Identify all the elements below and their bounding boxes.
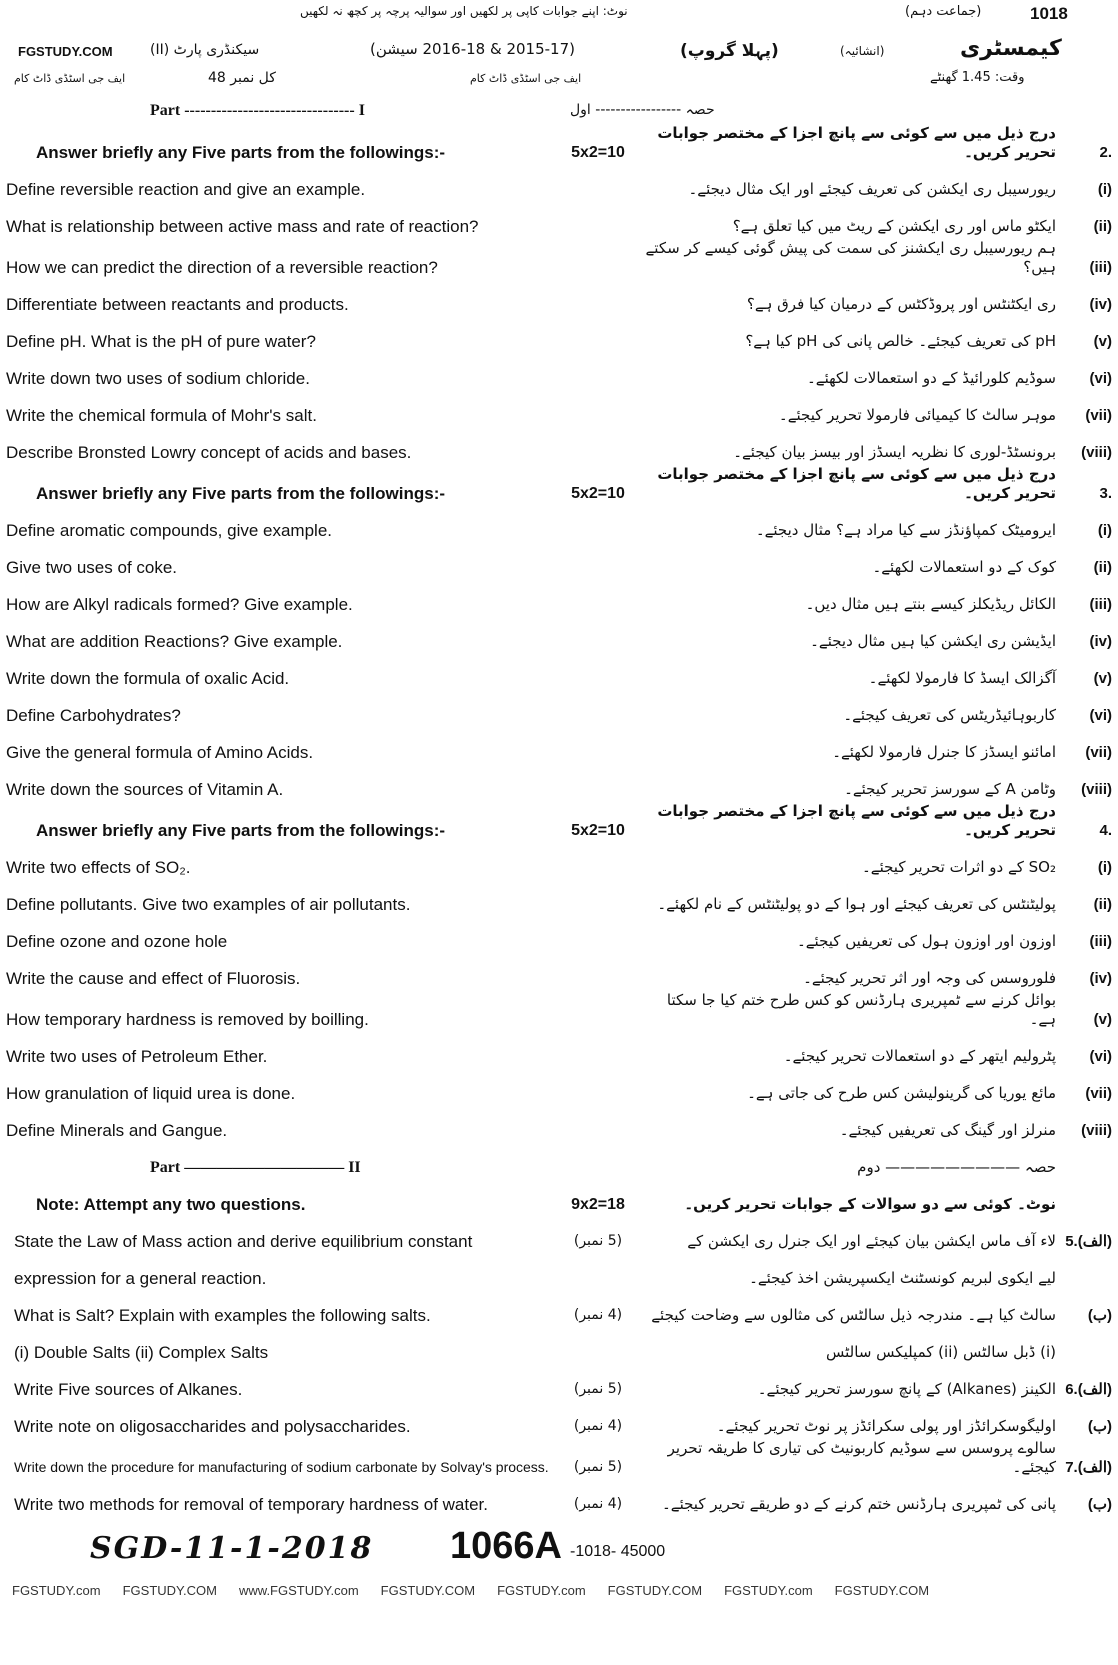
question-item-number: (v) — [1093, 333, 1112, 350]
long-question-row-urdu: اولیگوسکرائڈز اور پولی سکرائڈز پر نوٹ تحریر کیجئے۔ — [716, 1417, 1056, 1435]
question-item — [0, 880, 1118, 917]
questions — [0, 124, 1118, 1517]
question-item-urdu: سوڈیم کلورائیڈ کے دو استعمالات لکھئے۔ — [807, 369, 1056, 387]
long-question-row-marks: (4 نمبر) — [573, 1418, 623, 1434]
long-question-row-text: expression for a general reaction. — [14, 1269, 267, 1288]
question-item-number: (i) — [1097, 859, 1112, 876]
question-heading-urdu: درج ذیل میں سے کوئی سے پانچ اجزا کے مختصر جوابات تحریر کریں۔ — [657, 465, 1056, 502]
question-item-number: (i) — [1097, 181, 1112, 198]
question-item-number: (ii) — [1093, 559, 1112, 576]
question-item-urdu: ہم ریورسیبل ری ایکشنز کی سمت کی پیش گوئی کیسے کر سکتے ہیں؟ — [645, 239, 1056, 276]
question-item-urdu: ایرومیٹک کمپاؤنڈز سے کیا مراد ہے؟ مثال دیجئے۔ — [755, 521, 1056, 539]
question-item-urdu: کوک کے دو استعمالات لکھئے۔ — [872, 558, 1056, 576]
question-item-number: (vi) — [1089, 707, 1112, 724]
watermark: FGSTUDY.COM — [380, 1583, 476, 1598]
question-heading-marks: 5x2=10 — [571, 822, 625, 839]
question-heading — [0, 124, 1118, 165]
long-question-row-marks: (5 نمبر) — [573, 1459, 623, 1475]
watermark-strip — [0, 1579, 1118, 1608]
long-question-row-text: Write down the procedure for manufacturing of sodium carbonate by Solvay's process. — [14, 1459, 549, 1475]
group: (پہلا گروپ) — [680, 41, 779, 61]
handwritten-date: SGD-11-1-2018 — [90, 1531, 374, 1566]
long-question-row-number: 5.(الف) — [1065, 1233, 1112, 1250]
watermark: www.FGSTUDY.com — [239, 1583, 359, 1598]
long-question-row-urdu: پانی کی ٹمپریری ہارڈنس ختم کرنے کے دو طریقے تحریر کیجئے۔ — [662, 1495, 1056, 1513]
question-item-urdu: SO₂ کے دو اثرات تحریر کیجئے۔ — [862, 858, 1056, 876]
watermark: FGSTUDY.com — [497, 1583, 586, 1598]
long-question-row-text: What is Salt? Explain with examples the following salts. — [14, 1306, 431, 1325]
question-item — [0, 543, 1118, 580]
question-heading-text: Answer briefly any Five parts from the followings:- — [36, 821, 446, 840]
question-heading-urdu: درج ذیل میں سے کوئی سے پانچ اجزا کے مختصر جوابات تحریر کریں۔ — [657, 802, 1056, 839]
long-question-row — [0, 1217, 1118, 1254]
question-item-number: (vi) — [1089, 1048, 1112, 1065]
long-question-row — [0, 1439, 1118, 1480]
question-item — [0, 617, 1118, 654]
question-item-text: How are Alkyl radicals formed? Give example. — [6, 595, 353, 614]
question-item-text: Write down the formula of oxalic Acid. — [6, 669, 290, 688]
question-heading-marks: 5x2=10 — [571, 144, 625, 161]
question-item — [0, 428, 1118, 465]
question-item-text: Give the general formula of Amino Acids. — [6, 743, 314, 762]
question-item — [0, 354, 1118, 391]
footer-code-suffix: -1018- 45000 — [570, 1543, 666, 1560]
question-item-text: Write two effects of SO₂. — [6, 858, 191, 877]
question-heading-number: 3. — [1099, 485, 1112, 502]
question-item-urdu: ری ایکٹنٹس اور پروڈکٹس کے درمیان کیا فرق ہے؟ — [746, 295, 1056, 313]
question-item-number: (ii) — [1093, 896, 1112, 913]
question-item-number: (iv) — [1089, 296, 1112, 313]
part-two-label-urdu: حصہ ————————— دوم — [857, 1158, 1056, 1176]
question-item-number: (iii) — [1089, 933, 1112, 950]
long-question-row — [0, 1365, 1118, 1402]
watermark: FGSTUDY.com — [724, 1583, 813, 1598]
question-item-number: (iii) — [1089, 259, 1112, 276]
site-label: FGSTUDY.COM — [18, 44, 113, 59]
question-item-number: (iii) — [1089, 596, 1112, 613]
total-marks: کل نمبر 48 — [208, 70, 276, 86]
question-item — [0, 280, 1118, 317]
question-item — [0, 317, 1118, 354]
question-item — [0, 239, 1118, 280]
header-instruction: نوٹ: اپنے جوابات کاپی پر لکھیں اور سوالیہ پرچہ پر کچھ نہ لکھیں — [300, 4, 628, 18]
question-item-number: (viii) — [1081, 781, 1112, 798]
question-item — [0, 765, 1118, 802]
footer — [0, 1523, 1118, 1579]
question-item-text: What is relationship between active mass and rate of reaction? — [6, 217, 479, 236]
question-heading-text: Answer briefly any Five parts from the followings:- — [36, 143, 446, 162]
part-one-label-urdu: حصہ ----------------- اول — [570, 102, 715, 118]
question-item-text: Define ozone and ozone hole — [6, 932, 228, 951]
long-question-row — [0, 1480, 1118, 1517]
question-item-text: Differentiate between reactants and products. — [6, 295, 349, 314]
long-question-row — [0, 1328, 1118, 1365]
question-item-number: (v) — [1093, 1011, 1112, 1028]
subject: کیمسٹری — [960, 36, 1062, 61]
long-question-row-text: (i) Double Salts (ii) Complex Salts — [14, 1343, 269, 1362]
question-item — [0, 654, 1118, 691]
question-heading-marks: 5x2=10 — [571, 485, 625, 502]
long-question-row-number: (ب) — [1087, 1307, 1112, 1324]
question-item-urdu: پٹرولیم ایتھر کے دو استعمالات تحریر کیجئے۔ — [783, 1047, 1056, 1065]
question-item — [0, 843, 1118, 880]
time-allowed: وقت: 1.45 گھنٹے — [930, 70, 1025, 85]
question-item-text: Define aromatic compounds, give example. — [6, 521, 332, 540]
question-item-number: (viii) — [1081, 444, 1112, 461]
question-item-number: (vi) — [1089, 370, 1112, 387]
question-item-text: Define pH. What is the pH of pure water? — [6, 332, 316, 351]
long-question-row-urdu: الکینز (Alkanes) کے پانچ سورسز تحریر کیجئے۔ — [757, 1380, 1056, 1398]
question-item-text: Define pollutants. Give two examples of air pollutants. — [6, 895, 411, 914]
question-item — [0, 506, 1118, 543]
question-item-number: (iv) — [1089, 970, 1112, 987]
note-row-urdu: نوٹ۔ کوئی سے دو سوالات کے جوابات تحریر کریں۔ — [684, 1195, 1056, 1213]
watermark: FGSTUDY.COM — [122, 1583, 217, 1598]
paper-header — [0, 0, 1118, 124]
question-item-text: Give two uses of coke. — [6, 558, 178, 577]
question-item-urdu: فلوروسس کی وجہ اور اثر تحریر کیجئے۔ — [803, 969, 1056, 987]
question-item-number: (ii) — [1093, 218, 1112, 235]
part-two-label — [0, 1143, 1118, 1180]
question-item-text: How we can predict the direction of a reversible reaction? — [6, 258, 438, 277]
note-row-text: Note: Attempt any two questions. — [36, 1195, 306, 1214]
question-item-text: What are addition Reactions? Give example. — [6, 632, 343, 651]
question-item-text: Write the cause and effect of Fluorosis. — [6, 969, 301, 988]
question-item-number: (v) — [1093, 670, 1112, 687]
watermark: FGSTUDY.com — [12, 1583, 101, 1598]
question-item-text: Write the chemical formula of Mohr's salt. — [6, 406, 317, 425]
question-item — [0, 202, 1118, 239]
question-item-urdu: وٹامن A کے سورسز تحریر کیجئے۔ — [844, 780, 1056, 798]
long-question-row — [0, 1402, 1118, 1439]
question-item — [0, 1069, 1118, 1106]
long-question-row-text: Write two methods for removal of temporary hardness of water. — [14, 1495, 488, 1514]
question-item-urdu: اوزون اور اوزون ہول کی تعریفیں کیجئے۔ — [796, 932, 1056, 950]
site-label-urdu: ایف جی اسٹڈی ڈاٹ کام — [14, 72, 126, 85]
question-item — [0, 728, 1118, 765]
question-item-number: (i) — [1097, 522, 1112, 539]
question-item-text: How granulation of liquid urea is done. — [6, 1084, 296, 1103]
long-question-row-number: 6.(الف) — [1065, 1381, 1112, 1398]
question-item-urdu: بوائل کرنے سے ٹمپریری ہارڈنس کو کس طرح ختم کیا جا سکتا ہے۔ — [666, 991, 1056, 1028]
part-label: سیکنڈری پارٹ (II) — [150, 42, 260, 58]
question-heading-number: 2. — [1099, 144, 1112, 161]
question-item — [0, 691, 1118, 728]
question-item — [0, 917, 1118, 954]
long-question-row-urdu: سالٹ کیا ہے۔ مندرجہ ذیل سالٹس کی مثالوں سے وضاحت کیجئے — [651, 1306, 1056, 1324]
long-question-row-text: Write note on oligosaccharides and polysaccharides. — [14, 1417, 411, 1436]
long-question-row-number: 7.(الف) — [1065, 1459, 1112, 1476]
question-item-text: Define reversible reaction and give an example. — [6, 180, 366, 199]
long-question-row-number: (ب) — [1087, 1418, 1112, 1435]
question-item-urdu: موہر سالٹ کا کیمیائی فارمولا تحریر کیجئے۔ — [778, 406, 1056, 424]
question-item-number: (vii) — [1085, 407, 1112, 424]
question-heading-urdu: درج ذیل میں سے کوئی سے پانچ اجزا کے مختصر جوابات تحریر کریں۔ — [657, 124, 1056, 161]
part-two-label-text: Part —————————— II — [150, 1159, 361, 1176]
question-item-text: Write down two uses of sodium chloride. — [6, 369, 310, 388]
watermark: FGSTUDY.COM — [834, 1583, 930, 1598]
long-question-row-urdu: لیے ایکوی لبریم کونسٹنٹ ایکسپریشن اخذ کیجئے۔ — [749, 1269, 1056, 1287]
question-item-text: Write two uses of Petroleum Ether. — [6, 1047, 268, 1066]
question-heading-number: 4. — [1099, 822, 1112, 839]
question-item-number: (vii) — [1085, 1085, 1112, 1102]
long-question-row-marks: (4 نمبر) — [573, 1307, 623, 1323]
question-item-urdu: مائع یوریا کی گرینولیشن کس طرح کی جاتی ہے۔ — [747, 1084, 1056, 1102]
long-question-row-marks: (4 نمبر) — [573, 1496, 623, 1512]
question-heading-text: Answer briefly any Five parts from the followings:- — [36, 484, 446, 503]
question-item-urdu: آگزالک ایسڈ کا فارمولا لکھئے۔ — [868, 669, 1056, 687]
long-question-row-urdu: سالوے پروسس سے سوڈیم کاربونیٹ کی تیاری کا طریقہ تحریر کیجئے۔ — [667, 1439, 1056, 1476]
question-item-urdu: pH کی تعریف کیجئے۔ خالص پانی کی pH کیا ہے؟ — [745, 332, 1056, 350]
question-item-text: How temporary hardness is removed by boilling. — [6, 1010, 369, 1029]
question-item — [0, 391, 1118, 428]
question-heading — [0, 465, 1118, 506]
long-question-row-text: Write Five sources of Alkanes. — [14, 1380, 243, 1399]
question-item-urdu: ایکٹو ماس اور ری ایکشن کے ریٹ میں کیا تعلق ہے؟ — [732, 217, 1056, 235]
long-question-row-text: State the Law of Mass action and derive equilibrium constant — [14, 1232, 473, 1251]
question-item — [0, 165, 1118, 202]
note-row-marks: 9x2=18 — [571, 1196, 625, 1213]
footer-code: 1066A — [450, 1525, 562, 1567]
long-question-row — [0, 1254, 1118, 1291]
question-item-urdu: کاربوہائیڈریٹس کی تعریف کیجئے۔ — [843, 706, 1056, 724]
question-item-text: Describe Bronsted Lowry concept of acids and bases. — [6, 443, 412, 462]
question-heading — [0, 802, 1118, 843]
note-row — [0, 1180, 1118, 1217]
part-one-label: Part -------------------------------- I — [150, 102, 365, 119]
question-item — [0, 580, 1118, 617]
question-item-urdu: ریورسیبل ری ایکشن کی تعریف کیجئے اور ایک مثال دیجئے۔ — [688, 180, 1056, 198]
site-label-center: ایف جی اسٹڈی ڈاٹ کام — [470, 72, 582, 85]
long-question-row-urdu: لاء آف ماس ایکشن بیان کیجئے اور ایک جنرل ری ایکشن کے — [687, 1232, 1056, 1250]
long-question-row — [0, 1291, 1118, 1328]
question-item — [0, 954, 1118, 991]
question-item-urdu: امائنو ایسڈز کا جنرل فارمولا لکھئے۔ — [832, 743, 1056, 761]
question-item-urdu: ایڈیشن ری ایکشن کیا ہیں مثال دیجئے۔ — [810, 632, 1056, 650]
question-item — [0, 1032, 1118, 1069]
long-question-row-marks: (5 نمبر) — [573, 1381, 623, 1397]
question-item-urdu: برونسٹڈ-لوری کا نظریہ ایسڈز اور بیسز بیان کیجئے۔ — [733, 443, 1056, 461]
long-question-row-urdu: (i) ڈبل سالٹس (ii) کمپلیکس سالٹس — [826, 1343, 1056, 1361]
question-item-number: (iv) — [1089, 633, 1112, 650]
question-item-urdu: پولیٹنٹس کی تعریف کیجئے اور ہوا کے دو پولیٹنٹس کے نام لکھئے۔ — [657, 895, 1056, 913]
question-item-text: Define Carbohydrates? — [6, 706, 181, 725]
question-item-text: Define Minerals and Gangue. — [6, 1121, 228, 1140]
long-question-row-number: (ب) — [1087, 1496, 1112, 1513]
subject-type: (انشائیہ) — [840, 44, 885, 58]
class-label: (جماعت دہم) — [905, 4, 982, 19]
paper-code: 1018 — [1030, 4, 1068, 23]
long-question-row-marks: (5 نمبر) — [573, 1233, 623, 1249]
question-item-urdu: الکائل ریڈیکلز کیسے بنتے ہیں مثال دیں۔ — [805, 595, 1056, 613]
session: (2015-17 & 2016-18 سیشن) — [370, 40, 575, 58]
question-item-text: Write down the sources of Vitamin A. — [6, 780, 284, 799]
question-item-urdu: منرلز اور گینگ کی تعریفیں کیجئے۔ — [839, 1121, 1056, 1139]
question-item — [0, 1106, 1118, 1143]
question-item-number: (viii) — [1081, 1122, 1112, 1139]
watermark: FGSTUDY.COM — [607, 1583, 703, 1598]
question-item-number: (vii) — [1085, 744, 1112, 761]
question-item — [0, 991, 1118, 1032]
